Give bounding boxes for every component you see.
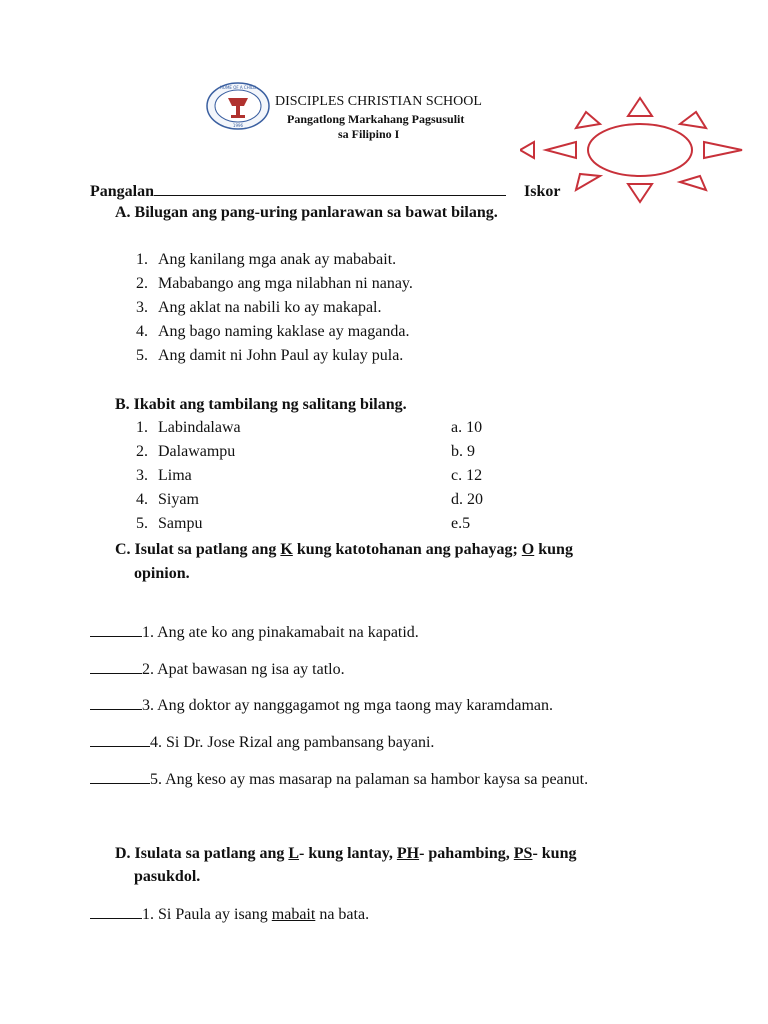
svg-text:HOME OF A CHILD: HOME OF A CHILD (219, 85, 257, 90)
section-b-choice: c. 12 (451, 467, 483, 484)
answer-blank[interactable] (90, 661, 142, 674)
section-a-item: 3. Ang aklat na nabili ko ay makapal. (136, 299, 382, 316)
section-a-item: 1. Ang kanilang mga anak ay mababait. (136, 251, 397, 268)
score-label: Iskor (524, 183, 561, 200)
subject-title: sa Filipino I (338, 127, 400, 141)
school-seal-icon (203, 80, 273, 132)
name-blank[interactable] (154, 182, 506, 196)
section-c-item: 5. Ang keso ay mas masarap na palaman sa hambor kaysa sa peanut. (90, 771, 588, 789)
section-d-title: D. Isulata sa patlang ang L- kung lantay, PH- pahambing, PS- kung (115, 845, 577, 862)
section-d-item: 1. Si Paula ay isang mabait na bata. (90, 906, 369, 924)
section-c-item: 4. Si Dr. Jose Rizal ang pambansang bayani. (90, 734, 434, 752)
section-a-title: A. Bilugan ang pang-uring panlarawan sa bawat bilang. (115, 204, 498, 221)
section-b-choice: d. 20 (451, 491, 483, 508)
section-a-item: 5. Ang damit ni John Paul ay kulay pula. (136, 347, 404, 364)
name-label: Pangalan (90, 183, 155, 200)
answer-blank[interactable] (90, 624, 142, 637)
section-c-title: C. Isulat sa patlang ang K kung katotohanan ang pahayag; O kung (115, 541, 573, 558)
section-c-item: 3. Ang doktor ay nanggagamot ng mga taong may karamdaman. (90, 697, 553, 715)
answer-blank[interactable] (90, 906, 142, 919)
exam-title: Pangatlong Markahang Pagsusulit (287, 112, 465, 126)
answer-blank[interactable] (90, 697, 142, 710)
section-b-word: 3. Lima (136, 467, 192, 484)
section-b-choice: e.5 (451, 515, 471, 532)
section-c-item: 1. Ang ate ko ang pinakamabait na kapatid. (90, 624, 419, 642)
school-name: DISCIPLES CHRISTIAN SCHOOL (275, 94, 482, 109)
section-a-item: 4. Ang bago naming kaklase ay maganda. (136, 323, 410, 340)
answer-blank[interactable] (90, 734, 150, 747)
svg-text:1996: 1996 (232, 123, 244, 128)
section-b-title: B. Ikabit ang tambilang ng salitang bilang. (115, 396, 407, 413)
section-c-item: 2. Apat bawasan ng isa ay tatlo. (90, 661, 345, 679)
section-c-title-line2: opinion. (134, 565, 190, 582)
answer-blank[interactable] (90, 771, 150, 784)
section-b-word: 4. Siyam (136, 491, 199, 508)
section-b-choice: a. 10 (451, 419, 483, 436)
section-b-word: 5. Sampu (136, 515, 203, 532)
section-d-title-line2: pasukdol. (134, 868, 201, 885)
section-a-item: 2. Mababango ang mga nilabhan ni nanay. (136, 275, 413, 292)
section-b-word: 2. Dalawampu (136, 443, 236, 460)
section-b-word: 1. Labindalawa (136, 419, 241, 436)
name-row (90, 182, 560, 201)
section-b-choice: b. 9 (451, 443, 475, 460)
